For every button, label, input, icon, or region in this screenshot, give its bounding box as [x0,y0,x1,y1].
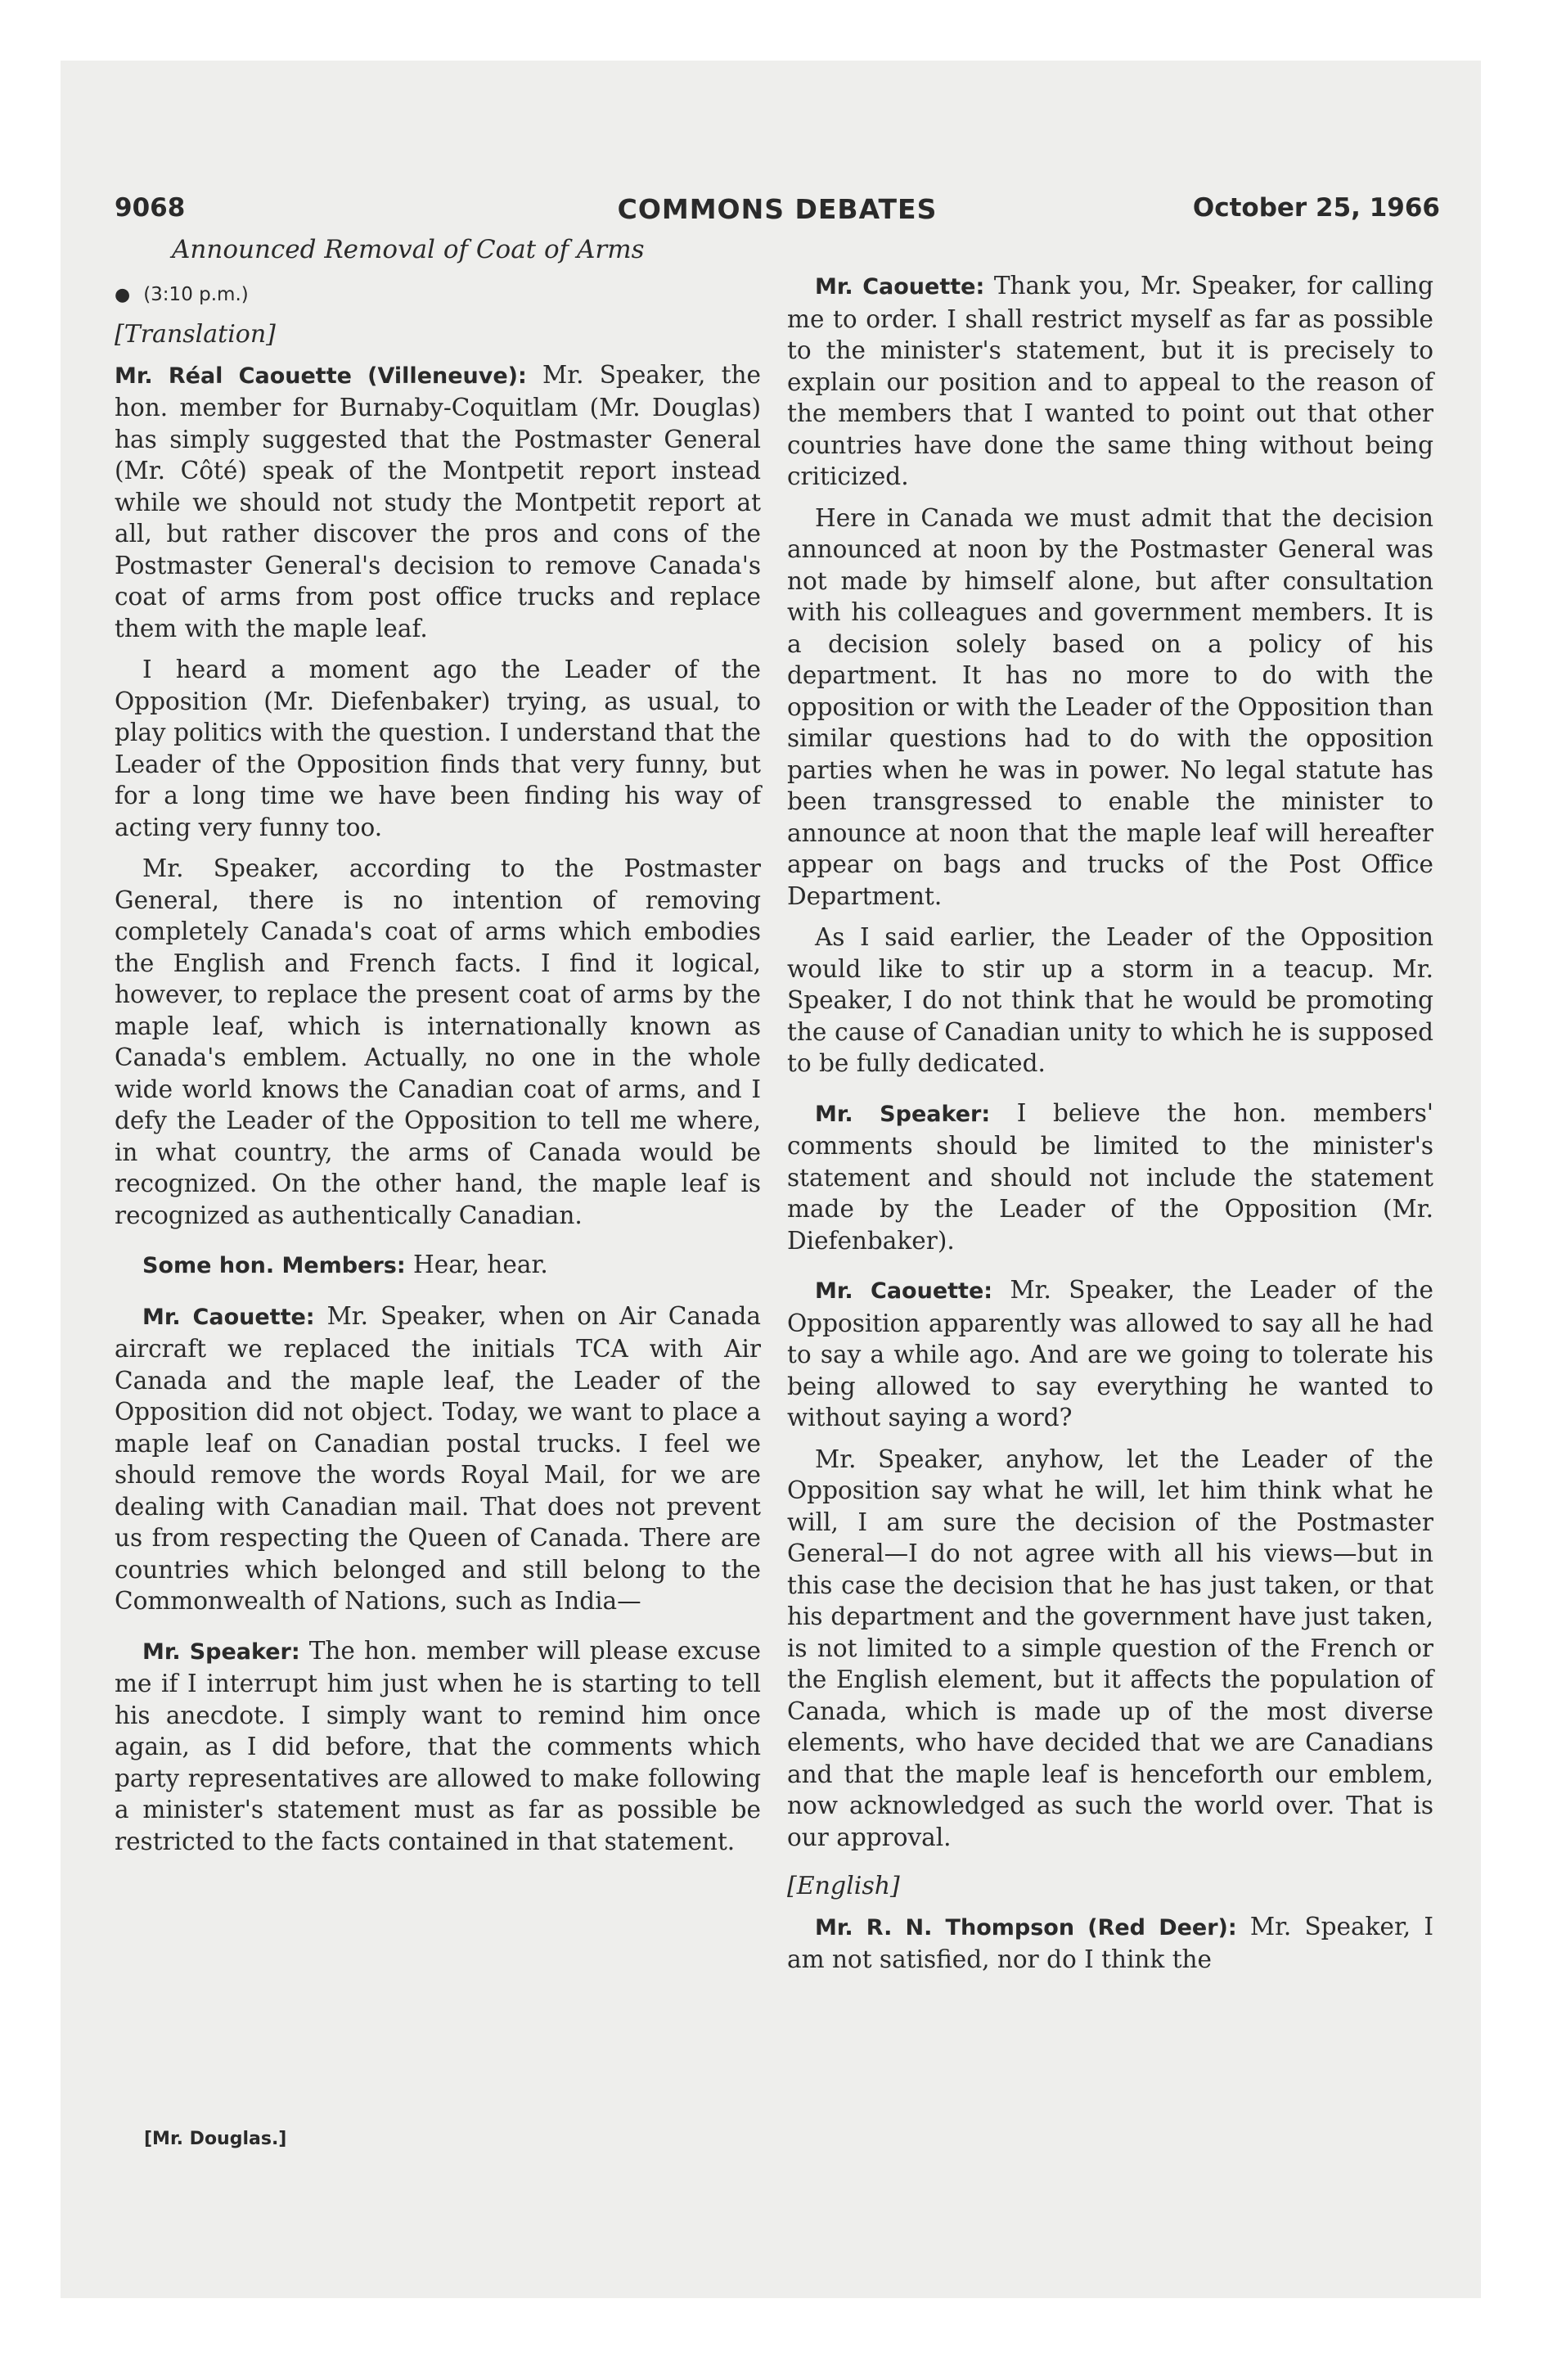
speech-paragraph [115,1300,761,1617]
publication-title: COMMONS DEBATES [617,193,938,225]
speech-paragraph: Mr. Speaker, anyhow, let the Leader of the Opposition say what he will, let him think what he will, I am sure the decision of the Postmaster General—I do not agree with all his views—but in this case the decision that he has just taken, or that his department and the government have just taken, is not limited to a simple question of the French or the English element, but it affects the population of Canada, which is made up of the most diverse elements, who have decided that we are Canadians and that the maple leaf is henceforth our emblem, now acknowledged as such the world over. That is our approval. [787,1445,1433,1851]
speech-paragraph [115,359,761,645]
speech-text: Mr. Speaker, the hon. member for Burnaby-Coquitlam (Mr. Douglas) has simply suggested that the Postmaster General (Mr. Côté) speak of the Montpetit report instead while we should not study the Montpetit report at all, but rather discover the pros and cons of the Postmaster General's decision to remove Canada's coat of arms from post office trucks and replace them with the maple leaf. [115,360,761,642]
running-footer: [Mr. Douglas.] [144,2129,287,2149]
bullet-icon: ● [115,284,131,305]
speech-paragraph: As I said earlier, the Leader of the Opposition would like to stir up a storm in a teacup. Mr. Speaker, I do not think that he would be promoting the cause of Canadian unity to which he is supposed to be fully dedicated. [787,923,1433,1077]
section-subhead: Announced Removal of Coat of Arms [172,235,645,264]
speech-paragraph [787,1911,1433,1976]
timestamp [115,279,761,312]
speaker-name: Mr. Caouette: [815,1278,993,1304]
speaker-name: Mr. Réal Caouette (Villeneuve): [115,363,527,389]
speech-paragraph: Here in Canada we must admit that the decision announced at noon by the Postmaster General was not made by himself alone, but after consultation with his colleagues and government members. It is a decision solely based on a policy of his department. It has no more to do with the opposition or with the Leader of the Opposition than similar questions had to do with the opposition parties when he was in power. No legal statute has been transgressed to enable the minister to announce at noon that the maple leaf will hereafter appear on bags and trucks of the Post Office Department. [787,503,1433,910]
speech-paragraph [787,1274,1433,1434]
speaker-name: Some hon. Members: [142,1253,406,1278]
page-header [115,193,1440,236]
speech-paragraph [115,1635,761,1858]
english-tag: [English] [787,1872,900,1900]
speaker-name: Mr. Speaker: [142,1639,300,1665]
translation-tag: [Translation] [115,320,276,349]
speech-text: The hon. member will please excuse me if I interrupt him just when he is starting to tell his anecdote. I simply want to remind him once again, as I did before, that the comments which party representatives are allowed to make following a minister's statement must as far as possible be restricted to the facts contained in that statement. [115,1636,761,1855]
page-number: 9068 [115,193,186,223]
speech-paragraph [787,1098,1433,1257]
speech-paragraph: I heard a moment ago the Leader of the Opposition (Mr. Diefenbaker) trying, as usual, to play politics with the question. I understand that the Leader of the Opposition finds that very funny, but for a long time we have been finding his way of acting very funny too. [115,656,761,841]
speech-text: Mr. Speaker, the Leader of the Opposition apparently was allowed to say all he had to say a while ago. And are we going to tolerate his being allowed to say everything he wanted to without saying a word? [787,1276,1433,1431]
page-date: October 25, 1966 [1192,193,1440,223]
speech-paragraph: Mr. Speaker, according to the Postmaster General, there is no intention of removing completely Canada's coat of arms which embodies the English and French facts. I find it logical, however, to replace the present coat of arms by the maple leaf, which is internationally known as Canada's emblem. Actually, no one in the whole wide world knows the Canadian coat of arms, and I defy the Leader of the Opposition to tell me where, in what country, the arms of Canada would be recognized. On the other hand, the maple leaf is recognized as authentically Canadian. [115,854,761,1229]
speaker-name: Mr. Caouette: [142,1304,315,1330]
right-column [787,270,1433,1986]
speech-text: Thank you, Mr. Speaker, for calling me to order. I shall restrict myself as far as possible to the minister's statement, but it is precisely to explain our position and to appeal to the reason of the members that I wanted to point out that other countries have done the same thing without being criticized. [787,272,1433,490]
left-column [115,234,761,1867]
speech-text: Mr. Speaker, I am not satisfied, nor do I think the [787,1912,1433,1973]
speaker-name: Mr. R. N. Thompson (Red Deer): [815,1914,1237,1941]
speaker-name: Mr. Caouette: [815,274,985,300]
speech-paragraph [115,1249,761,1282]
speech-text: Mr. Speaker, when on Air Canada aircraft we replaced the initials TCA with Air Canada and the maple leaf, the Leader of the Opposition did not object. Today, we want to place a maple leaf on Canadian postal trucks. I feel we should remove the words Royal Mail, for we are dealing with Canadian mail. That does not prevent us from respecting the Queen of Canada. There are countries which belonged and still belong to the Commonwealth of Nations, such as India— [115,1301,761,1615]
speech-paragraph [787,270,1433,493]
timestamp-text: (3:10 p.m.) [143,283,249,305]
speech-text: Hear, hear. [413,1251,548,1278]
speaker-name: Mr. Speaker: [815,1101,991,1127]
speech-text: I believe the hon. members' comments should be limited to the minister's statement and should not include the statement made by the Leader of the Opposition (Mr. Diefenbaker). [787,1098,1433,1255]
